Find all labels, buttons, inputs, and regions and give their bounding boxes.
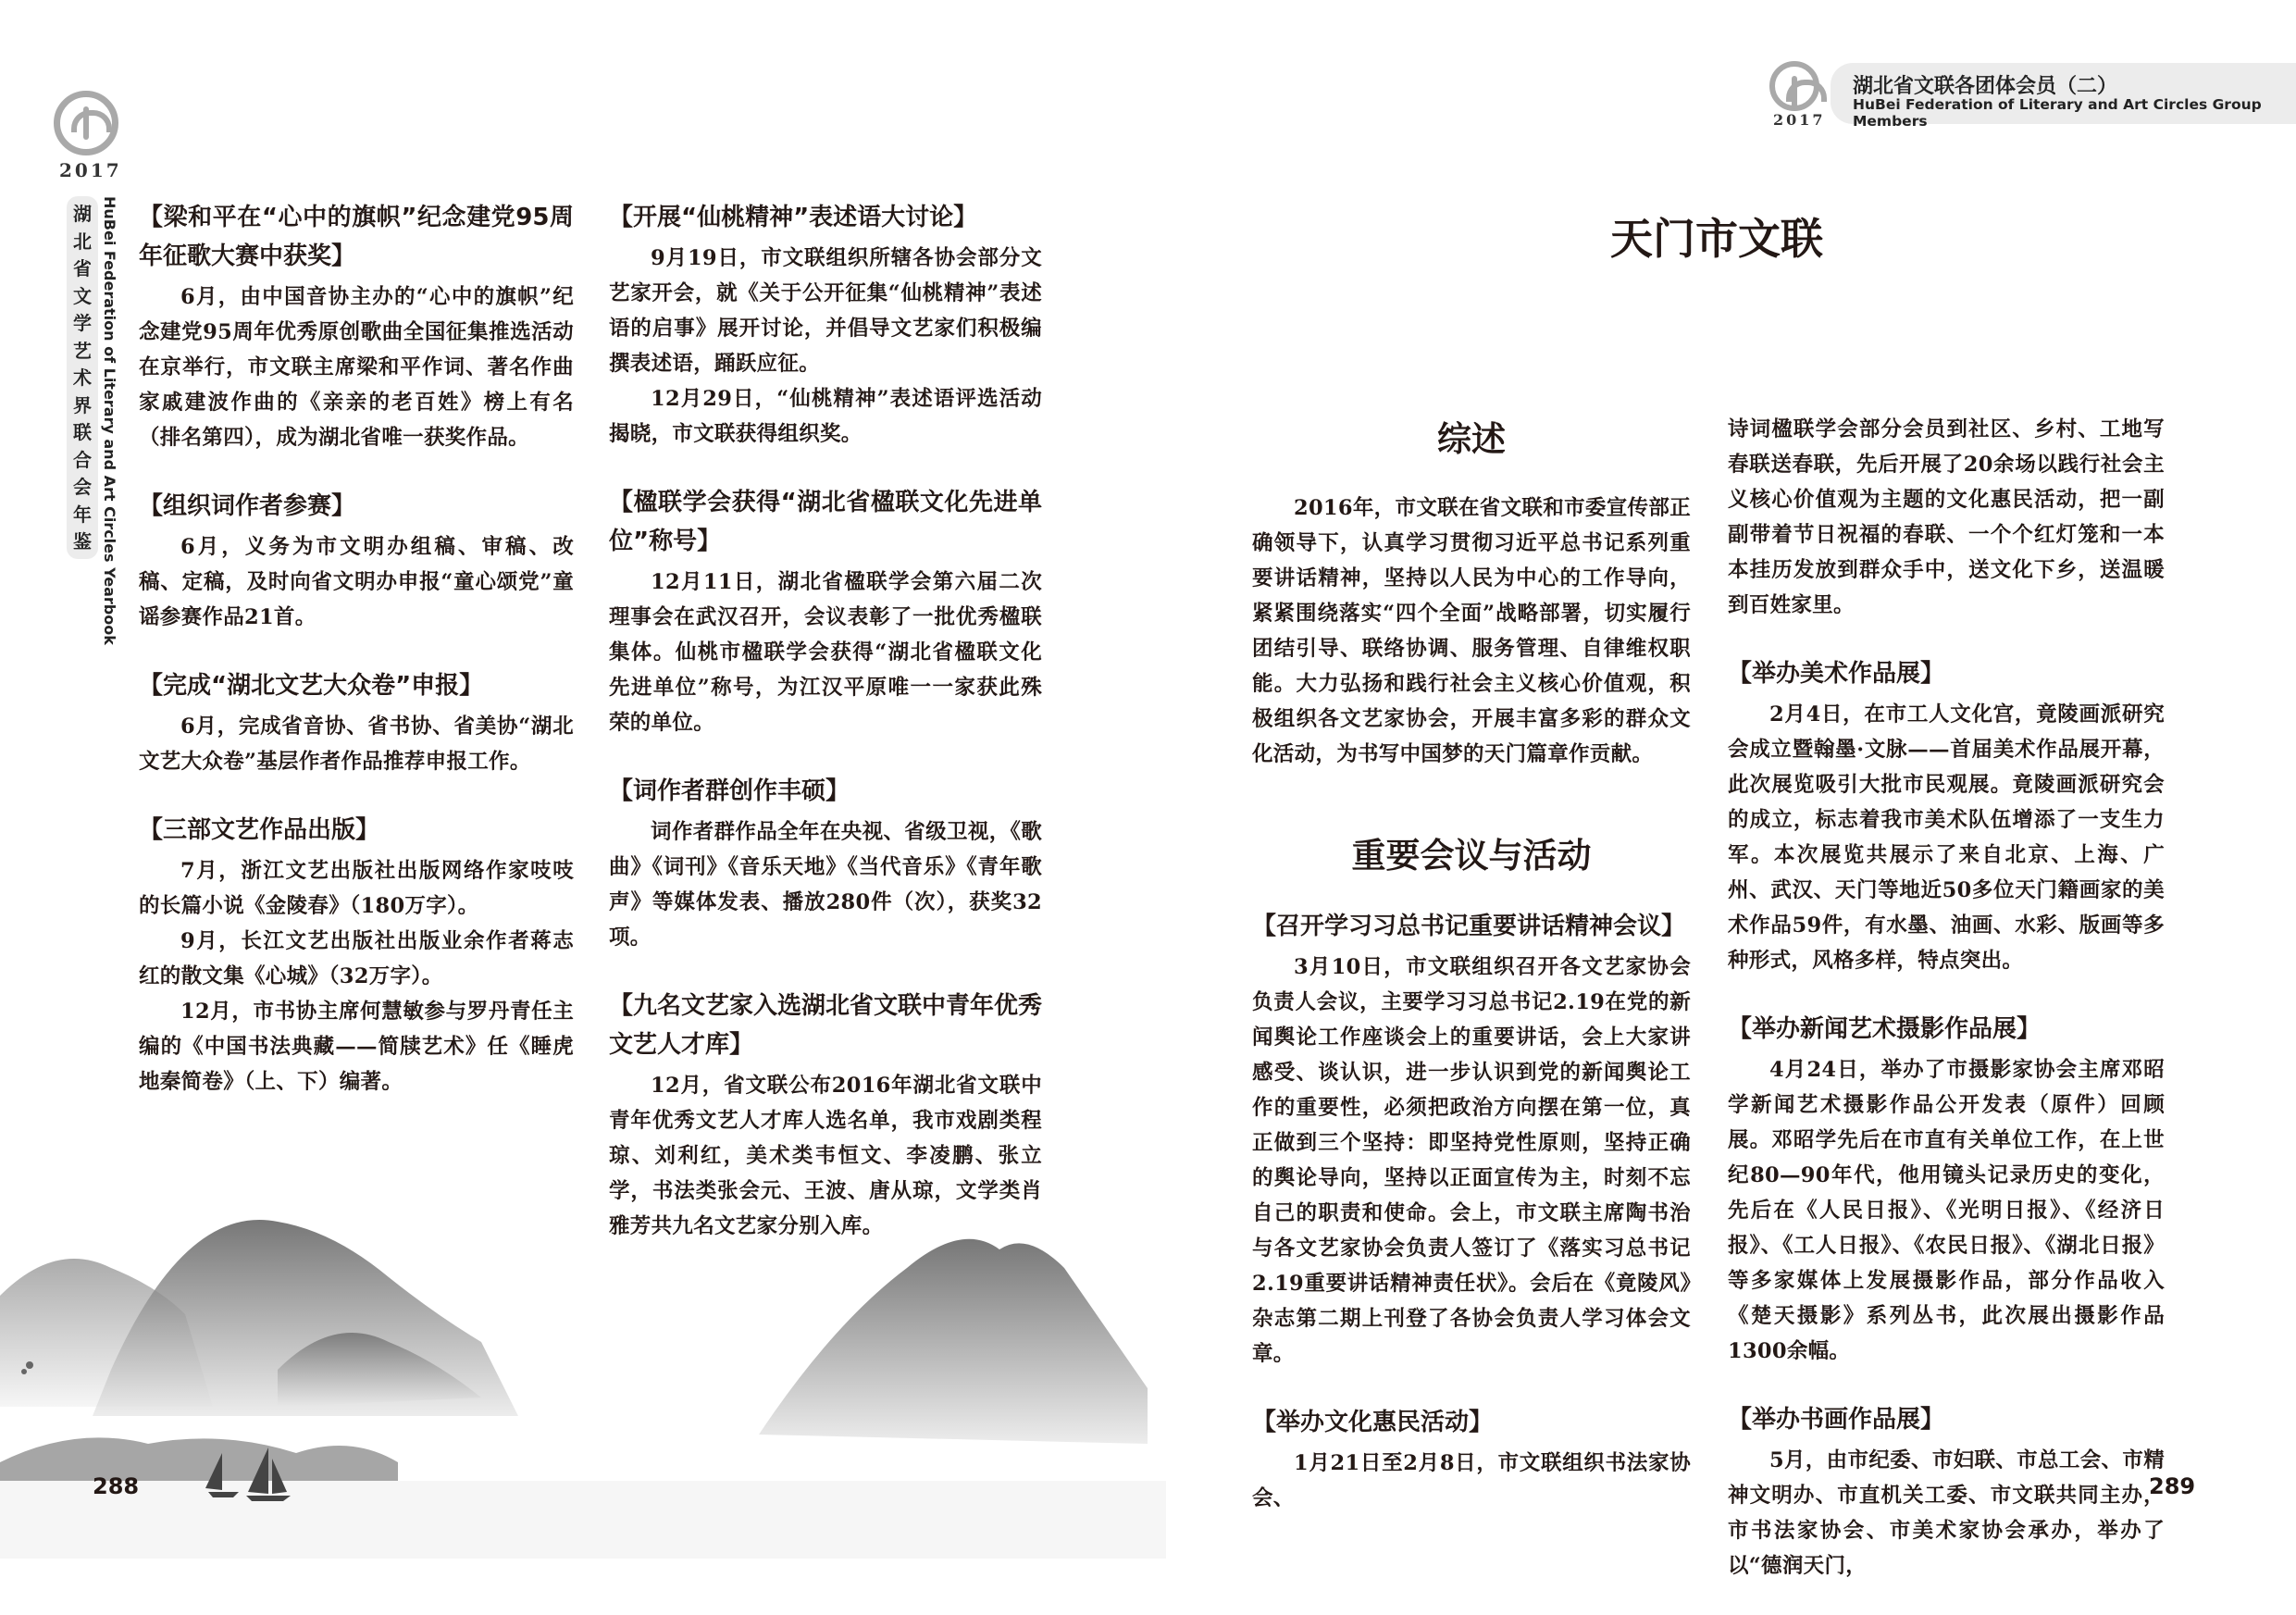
article-section [609,198,1042,452]
section-paragraph: 诗词楹联学会部分会员到社区、乡村、工地写春联送春联，先后开展了20余场以践行社会主义核心价值观为主题的文化惠民活动，把一副副带着节日祝福的春联、一个个红灯笼和一本本挂历发放到群众手中，送文化下乡，送温暖到百姓家里。 [1728,417,2165,617]
section-paragraph: 6月，义务为市文明办组稿、审稿、改稿、定稿，及时向省文明办申报“童心颂党”童谣参赛作品21首。 [139,535,574,629]
article-section [609,483,1042,740]
overview-title: 综述 [1437,419,1506,459]
sidebar-cn-title [67,196,98,559]
section-paragraph: 2月4日，在市工人文化宫，竟陵画派研究会成立暨翰墨·文脉——首届美术作品展开幕，此次展览吸引大批市民观展。竟陵画派研究会的成立，标志着我市美术队伍增添了一支生力军。本次展览共展示了来自北京、上海、广州、武汉、天门等地近50多位天门籍画家的美术作品59件，有水墨、油画、水彩、版画等多种形式，风格多样，特点突出。 [1728,702,2165,973]
sidebar-char: 联 [73,421,92,443]
section-paragraph: 12月，省文联公布2016年湖北省文联中青年优秀文艺人才库人选名单，我市戏剧类程琼、刘利红，美术类韦恒文、李凌鹏、张立学，书法类张会元、王波、唐从琼，文学类肖雅芳共九名文艺家分别入库。 [609,1074,1042,1238]
sidebar-char: 学 [73,312,92,334]
section-paragraph: 4月24日，举办了市摄影家协会主席邓昭学新闻艺术摄影作品公开发表（原件）回顾展。邓昭学先后在市直有关单位工作，在上世纪80—90年代，他用镜头记录历史的变化，先后在《人民日报》、《光明日报》、《经济日报》、《工人日报》、《农民日报》、《湖北日报》等多家媒体上发展摄影作品，部分作品收入《楚天摄影》系列丛书，此次展出摄影作品1300余幅。 [1728,1058,2165,1363]
section-heading: 【举办美术作品展】 [1728,660,1945,688]
page-title: 天门市文联 [1610,214,1823,264]
left-column-1 [139,198,574,1131]
section-heading: 【完成“湖北文艺大众卷”申报】 [139,672,484,700]
section-paragraph: 6月，完成省音协、省书协、省美协“湖北文艺大众卷”基层作者作品推荐申报工作。 [139,714,574,774]
right-page-number: 289 [2149,1473,2196,1499]
right-column-1 [1252,415,1691,1547]
sidebar-char: 鉴 [73,530,92,553]
section-heading: 【楹联学会获得“湖北省楹联文化先进单位”称号】 [609,489,1042,555]
article-section [1728,1400,2165,1584]
article-section [1252,907,1691,1372]
section-paragraph: 词作者群作品全年在央视、省级卫视，《歌曲》《词刊》《音乐天地》《当代音乐》《青年歌声》等媒体发表、播放280件（次），获奖32项。 [609,820,1042,950]
section-heading: 【组织词作者参赛】 [139,492,356,520]
section-heading: 【举办书画作品展】 [1728,1406,1945,1434]
sidebar-char: 文 [73,284,92,307]
section-heading: 【三部文艺作品出版】 [139,816,380,844]
sidebar-char: 术 [73,366,92,389]
section-heading: 【九名文艺家入选湖北省文联中青年优秀文艺人才库】 [609,992,1043,1059]
right-column-2 [1728,412,2165,1615]
section-paragraph: 3月10日，市文联组织召开各文艺家协会负责人会议，主要学习习总书记2.19在党的新闻舆论工作座谈会上的重要讲话，会上大家讲感受、谈认识，进一步认识到党的新闻舆论工作的重要性，必须把政治方向摆在第一位，真正做到三个坚持：即坚持党性原则，坚持正确的舆论导向，坚持以正面宣传为主，时刻不忘自己的职责和使命。会上，市文联主席陶书治与各文艺家协会负责人签订了《落实习总书记2.19重要讲话精神责任状》。会后在《竟陵风》杂志第二期上刊登了各协会负责人学习体会文章。 [1252,955,1691,1366]
left-column-2 [609,198,1042,1275]
section-heading: 【词作者群创作丰硕】 [609,777,850,805]
sidebar-char: 艺 [73,339,92,362]
mountain-right [759,1239,1148,1444]
section-heading: 【梁和平在“心中的旗帜”纪念建党95周年征歌大赛中获奖】 [139,204,574,270]
sidebar-en-title: HuBei Federation of Literary and Art Circles Yearbook [101,196,118,645]
section-paragraph: 5月，由市纪委、市妇联、市总工会、市精神文明办、市直机关工委、市文联共同主办，市书法家协会、市美术家协会承办，举办了以“德润天门， [1728,1448,2165,1578]
article-section [1252,491,1691,772]
activities-title: 重要会议与活动 [1351,836,1592,876]
sidebar-char: 界 [73,393,92,416]
sidebar-char: 省 [73,257,92,280]
article-section [1728,1010,2165,1369]
article-section [1728,654,2165,978]
sidebar-char: 北 [73,230,92,253]
article-section [1728,412,2165,623]
article-section [1252,1403,1691,1516]
section-paragraph: 9月，长江文艺出版社出版业余作者蒋志红的散文集《心城》（32万字）。 [139,929,574,988]
article-section [139,487,574,635]
article-section [139,666,574,779]
bird-icon [26,1361,33,1369]
sidebar-char: 湖 [73,203,92,225]
section-heading: 【开展“仙桃精神”表述语大讨论】 [609,204,978,231]
section-paragraph: 9月19日，市文联组织所辖各协会部分文艺家开会，就《关于公开征集“仙桃精神”表述语的启事》展开讨论，并倡导文艺家们积极编撰表述语，踊跃应征。 [609,246,1042,376]
section-paragraph: 12月29日，“仙桃精神”表述语评选活动揭晓，市文联获得组织奖。 [609,387,1042,446]
section-paragraph: 1月21日至2月8日，市文联组织书法家协会、 [1252,1451,1691,1510]
section-paragraph: 6月，由中国音协主办的“心中的旗帜”纪念建党95周年优秀原创歌曲全国征集推选活动在京举行，市文联主席梁和平作词、著名作曲家戚建波作曲的《亲亲的老百姓》榜上有名（排名第四），成为湖北省唯一获奖作品。 [139,285,574,450]
section-heading: 【举办新闻艺术摄影作品展】 [1728,1015,2042,1043]
section-paragraph: 7月，浙江文艺出版社出版网络作家吱吱的长篇小说《金陵春》（180万字）。 [139,859,574,918]
section-paragraph: 12月，市书协主席何慧敏参与罗丹青任主编的《中国书法典藏——简牍艺术》任《睡虎地秦简卷》（上、下）编著。 [139,1000,574,1094]
header-subtitle: HuBei Federation of Literary and Art Circles Group Members [1853,96,2262,130]
section-heading: 【举办文化惠民活动】 [1252,1409,1494,1436]
article-section [139,198,574,455]
hills-shore [0,1437,398,1481]
section-paragraph: 12月11日，湖北省楹联学会第六届二次理事会在武汉召开，会议表彰了一批优秀楹联集体。仙桃市楹联学会获得“湖北省楹联文化先进单位”称号，为江汉平原唯一一家获此殊荣的单位。 [609,570,1042,735]
left-page-number: 288 [93,1473,140,1499]
sidebar-char: 会 [73,476,92,498]
article-section [139,811,574,1099]
left-logo-year: 2017 [59,159,122,181]
yearbook-logo-icon [1769,61,1819,111]
section-paragraph: 2016年，市文联在省文联和市委宣传部正确领导下，认真学习贯彻习近平总书记系列重要讲话精神，坚持以人民为中心的工作导向，紧紧围绕落实“四个全面”战略部署，切实履行团结引导、联络协调、服务管理、自律维权职能。大力弘扬和践行社会主义核心价值观，积极组织各文艺家协会，开展丰富多彩的群众文化活动，为书写中国梦的天门篇章作贡献。 [1252,496,1691,766]
sidebar-char: 年 [73,503,92,526]
yearbook-logo-icon [54,91,118,155]
article-section [609,772,1042,955]
water [0,1481,1166,1559]
ink-landscape-illustration [0,1185,1166,1559]
sidebar-char: 合 [73,448,92,471]
right-logo-year: 2017 [1773,111,1826,129]
section-heading: 【召开学习习总书记重要讲话精神会议】 [1252,913,1686,940]
header-title: 湖北省文联各团体会员（二） [1853,75,2118,98]
